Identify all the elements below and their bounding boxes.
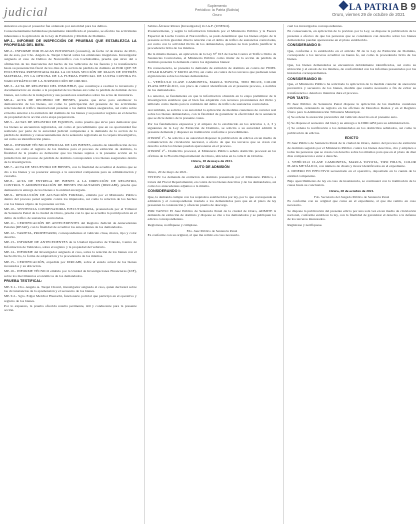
article-paragraph: Regístrese y notifíquese. [287, 222, 323, 227]
article-paragraph: Que, la demanda cumple con los requisitos establecidos por ley, por lo que corresponde su admisión y el correspondiente traslado a los demandados para que en el plazo de ley presenten la contestación y ofrezcan prueba de descargo. [147, 194, 277, 208]
article-paragraph: Oruro, 20 de mayo de 2021. [147, 170, 188, 174]
article-paragraph: En consecuencia, se presenta la demanda de extinción de dominio en contra de: FIDEL CESAR RAFAEL Y MOTO AUTO, así como en contra de los terceros que pudiesen tener algún interés sobre los bienes demandados. [147, 65, 277, 79]
article-paragraph: Lo anterior, se fundamenta en que la información obtenida en la etapa preliminar de la investigación establece que el bien fue adquirido con recursos provenientes del ilícito y utilizado como medio para la comisión del delito de tráfico de sustancias controladas. [147, 93, 277, 107]
article-paragraph: Es conforme con su original que cursa en el expediente, al que me remito en caso necesario. [287, 199, 416, 208]
article-paragraph: c) Se ordena la notificación a los demandados en los domicilios señalados, así como la publicación de edictos. [287, 126, 416, 135]
article-paragraph: Que, conforme a lo establecido en el artículo 30 de la Ley de Extinción de Dominio, corresponde a los terceros acreditar su buena fe, así como la procedencia lícita de los bienes. [287, 48, 416, 62]
article-paragraph: MP-9.- RESOLUCIÓN DE ACUSACIÓN FORMAL, emitida por el Ministerio Público dentro del proceso penal seguido contra los imputados, así como la relación de los hechos con los bienes objeto de la presente acción. [4, 193, 137, 206]
page-header [0, 0, 420, 22]
article-paragraph: siniestros en que el poseedor fue ordenado por autoridad para los delitos. [4, 24, 108, 28]
header-center-line: Periódico: la Patria (Bolivia) [194, 8, 240, 13]
article-paragraph: 1. VEHÍCULO CLASE CAMIONETA, MARCA TOYOTA, TIPO HILUX, COLOR PLATA METÁLICO, con número de chasis y motor identificados en el expediente. [287, 159, 416, 168]
article-paragraph: OTROSÍ 2°.- Domicilio procesal, el Ministerio Público señala domicilio procesal en las oficinas de la Fiscalía Departamental de Oruro, ubicadas en la calle 6 de Octubre. [147, 149, 277, 158]
article-paragraph: Fdo. Juez Público de Sentencia Penal [186, 228, 238, 233]
article-paragraph: EDICTO [344, 136, 359, 140]
article-paragraph: AUTO DE ADMISIÓN [194, 164, 230, 169]
article-paragraph: MP-2.- INFORME POR PLACAS POTOSINAS (consulta), de fecha 12 de marzo de 2021, sin de esto, por Cbo. Angelo A. Tarqui Chavel sobre las emisiones irregulares. Investigador asignado al caso de Delitos de Narcotráfico con Cochabamba, prueba que sirve del a afirmación de las mercancías del hecho de los vehículos de las fuerzas y la transferencia hasta su presentación fiscal de los días de la acción de pérdida de dominio en POR QUE SE ENCUENTRA PRESENTADA PARA LA OCTAVA SECCIÓN DE PAGOS DE INTERÉS MATERIAL, EN LA OFICINA DE LA FUERZA ESPECIAL DE LUCHA CONTRA EL NARCOTRÁFICO DE LA JURISDICCIÓN DE ORURO. [4, 48, 137, 83]
article-paragraph: MP-4.- ACTA DE RECIBIDO DE BIENES, prueba que sirve para establecer la demostración de los bienes, así como la participación del presente de las actividades relacionadas al tráfico internacional presente a los demás bienes asegurados, así como sobre el hecho anterior a la extinción del dominio de los bienes y su posterior registro en el derecho de propiedad de la acción en la etapa preparatoria. [4, 97, 137, 119]
article-paragraph: CONSIDERANDO I: [147, 189, 181, 194]
issue-date: Oruro, viernes 29 de octubre de 2021 [332, 12, 405, 17]
article-paragraph: El Juez Público de Sentencia Penal dispone la aplicación de las medidas cautelares solicitadas, ordenando su registro en las oficinas de Derechos Reales y en el Registro Único para la Administración Tributaria Municipal. [287, 101, 416, 114]
header-divider [4, 21, 416, 22]
article-paragraph: Por los fundamentos expuestos y al amparo de lo establecido en los artículos 1, 2, 3 y siguientes de la Ley de Extinción de Dominio, se solicita a su autoridad admitir la presente demanda y disponer su tramitación conforme a procedimiento. [147, 121, 277, 135]
article-paragraph: Bajo apercibimiento de ley en caso de inasistencia, se continuará con la tramitación de la causa hasta su conclusión. [287, 179, 416, 188]
article-paragraph: En consecuencia, en aplicación de lo previsto por la Ley, se dispone la publicación de la presente a efectos de que las personas que se consideren con derecho sobre los bienes demandados puedan apersonarse en el plazo establecido. [287, 29, 416, 42]
article-paragraph: MP-6.- INFORME TÉCNICO PERICIAL DE LOS BIENES, estudio de identificación de los bienes, así como el registro de los mismos para el proceso de extinción de dominio, la finalidad de la prueba es demostrar que los bienes sujetos a la presente acción en la jurisdicción del proceso de pérdida de dominio corresponden a los bienes asegurados dentro de la investigación. [4, 142, 137, 164]
article-paragraph: MP-5.- ACTAS DE REGISTRO DE EQUIPOS, como prueba que sirve para demostrar que los bienes se encuentran registrados, así como el procedimiento que en su oportunidad fue realizado por parte de la autoridad judicial competente a la demanda de la acción de la pérdida de dominio y consecuentemente de la sentencia registrada en la carpeta investigativa, así como su identificación plena. [4, 120, 137, 142]
article-paragraph: MP-8.- ACTA DE ENTREGA DE BIENES A LA DIRECCIÓN DE REGISTRO, CONTROL Y ADMINISTRACIÓN DE BIENES INCAUTADOS (DIRCABI), prueba que demuestra la entrega de los bienes a la entidad encargada. [4, 179, 137, 192]
article-paragraph: Se dispone la publicación del presente edicto por una sola vez en un medio de circulación nacional, conforme establece la ley, con la finalidad de garantizar el derecho a la defensa de los terceros interesados. [287, 208, 416, 222]
logo-mark-icon [339, 1, 349, 11]
article-paragraph: Que, los bienes demandados se encuentran debidamente identificados, así como su ubicación y el estado de los mismos, de conformidad con los informes presentados por las instancias correspondientes. [287, 62, 416, 76]
article-paragraph: MP-14.- INFORME del Investigador asignado al caso, sobre la relación de los bienes con el hecho ilícito, la forma de adquisición y la procedencia de los mismos. [4, 250, 137, 259]
article-paragraph: Posteriormente, y según la información brindada por el Ministerio Público y la Fuerza Especial de Lucha Contra el Narcotráfico, se pudo determinar que los bienes objeto de la presente acción guardan directa relación con el delito de tráfico de sustancias controladas, así como con la actividad ilícita de los demandados, quienes no han podido justificar la procedencia lícita de los mismos. [147, 29, 277, 51]
article-paragraph: Consecuentemente habiéndose plenamente identificado el presente, se efectúo las actividades inherentes a la aplicación de la Ley de Extinción y Pérdida de Dominio. [4, 29, 137, 38]
header-center-line: Suplemento [207, 4, 227, 8]
article-paragraph: MP-T-1.- Cbo. Angelo A. Tarqui Chavel, investigador asignado al caso, quien declarará sobre las circunstancias de la aprehensión y el secuestro de los bienes. [4, 284, 137, 293]
article-paragraph: 1.- VEHÍCULO CLASE CAMIONETA, MARCA TOYOTA, TIPO HILUX, COLOR PLATA METÁLICO, con placa de control identificada en el presente proceso, a nombre de los demandados. [147, 79, 277, 93]
article-paragraph: POR TANTO: El Juez Público de Sentencia Penal de la ciudad de Oruro, ADMITE la demanda de extinción de dominio y dispone se cite a los demandados y se publiquen los edictos correspondientes. [147, 208, 277, 222]
article-paragraph: Oruro, 28 de octubre de 2021. [329, 188, 375, 193]
article-paragraph: PRUEBA TESTIFICAL: [4, 279, 43, 284]
article-paragraph: VISTOS: La demanda de extinción de dominio presentada por el Ministerio Público, a través del Fiscal Departamental, en contra de los bienes descritos y de los demandados, así como los antecedentes adjuntos a la misma. [147, 175, 277, 188]
article-paragraph: MP-7.- ACTA DE SECUESTRO DE BIENES, con la finalidad de acreditar el destino que se dio a los bienes y su posterior entrega a la autoridad competente para su administración y custodia. [4, 165, 137, 178]
article-paragraph: MP-11.- CERTIFICACIÓN DE ANTECEDENTES del Registro Judicial de Antecedentes Penales (REJAP), con la finalidad de acreditar los antecedentes de los demandados. [4, 221, 137, 230]
article-paragraph: Oruro, 18 de mayo de 2021. [191, 159, 233, 164]
header-center-line: Oruro [212, 12, 222, 17]
article-paragraph: Es conforme con su original, al que me remito en caso necesario. [147, 233, 240, 238]
column-3 [283, 24, 416, 524]
article-paragraph: MP-16.- INFORME TÉCNICO emitido por la Unidad de Investigaciones Financieras (UIF), sobre los movimientos económicos de los demandados. [4, 269, 137, 278]
article-paragraph: CONSIDERANDO III: [287, 76, 323, 81]
article-paragraph: Sabino Álvarez Rivera (Investigador) O.J.A.F. (UNEXO). [147, 24, 231, 28]
article-paragraph: De la misma manera, en aplicación de la Ley N° 913 de Lucha Contra el Tráfico Ilícito de Sustancias Controladas, el Ministerio Público como titular de la acción de pérdida de dominio presenta la demanda contra los siguientes bienes: [147, 51, 277, 65]
article-paragraph: Fdo. Secretario del Juzgado Público de Sentencia Penal [314, 194, 390, 199]
article-paragraph: MP-1.- INFORME DE INSPECCIÓN DE PRUEBAS QUE ESTABLEZCA LA PROPIEDAD DEL BIEN. [4, 39, 137, 48]
column-1 [4, 24, 137, 524]
article-paragraph: Así también, se solicita a su autoridad la aplicación de medidas cautelares de carácter real sobre los bienes demandados, con la finalidad de garantizar la efectividad de la sentencia que se dicte dentro de la presente causa. [147, 107, 277, 121]
article-paragraph: MP-15.- CERTIFICACIÓN, expedida por DIRCABI, sobre el estado actual de los bienes incautados y su ubicación. [4, 259, 137, 268]
section-title: judicial [4, 4, 48, 20]
article-paragraph: OTROSÍ 1°.- Se solicita a su autoridad disponer la publicación de edictos en un medio de comunicación de circulación nacional, a efecto de que los terceros que se crean con derecho sobre los bienes puedan apersonarse en el proceso. [147, 135, 277, 148]
article-paragraph: MP-10.- SENTENCIA CONDENATORIA EJECUTORIADA, pronunciada por el Tribunal de Sentencia Penal de la ciudad de Oruro, prueba con la que se acredita la participación en el delito de tráfico de sustancias controladas. [4, 207, 137, 220]
article-paragraph: b) Se dispone el secuestro del bien y su entrega a la DIRCABI para su administración. [287, 120, 410, 125]
article-paragraph: MP-13.- INFORME DE ANTECEDENTES de la Unidad Operativa de Tránsito, Centro de Información de Vehículos, sobre el registro y la propiedad del vehículo. [4, 240, 137, 249]
article-paragraph: 2. DINERO EN EFECTIVO secuestrado en el operativo, depositado en la cuenta de la entidad competente. [287, 169, 416, 178]
page-number: B 9 [400, 2, 416, 13]
article-paragraph: MP-3.- ACTA DE REGISTRO DEL INMUEBLE, que constituye a realizar lo inventario y documentación: en cuanto a la propiedad de los bienes así como la pérdida de dominio de los bienes, así como de la indagación y sus posteriores resultados sobre las actas de inventario. [4, 84, 137, 97]
article-paragraph: a) Se ordena la anotación preventiva del vehículo descrito en el presente auto. [287, 115, 398, 120]
article-paragraph: Que, el Ministerio Público ha solicitado la aplicación de la medida cautelar de anotación preventiva y secuestro de los bienes, medida que resulta necesaria a fin de evitar su transferencia o deterioro mientras dure el proceso. [287, 82, 416, 95]
article-paragraph: Regístrese, notifíquese y cúmplase. [147, 222, 198, 227]
article-paragraph: El Juez Público de Sentencia Penal de la ciudad de Oruro, dentro del proceso de extinción de dominio seguido por el Ministerio Público contra los bienes descritos, cita y emplaza a todas las personas que se crean con derecho sobre los mismos para que en el plazo de diez días comparezcan a estar a derecho. [287, 141, 416, 159]
article-columns [4, 24, 416, 524]
article-paragraph: cual los investigados correspondientes. [287, 24, 343, 28]
article-paragraph: Por lo expuesto, la prueba ofrecida resulta pertinente, útil y conducente para la presente acción. [4, 303, 137, 313]
article-paragraph: MP-12.- TARJETA, PROPIETARIO, correspondientes al vehículo clase, marca, tipo y color descrito. [4, 230, 137, 239]
article-paragraph: POR TANTO: [287, 96, 310, 101]
column-2 [144, 24, 277, 524]
article-paragraph: MP-T-2.- Sgto. Edgar Melchor Huarachi, funcionario policial que participó en el operativo y registro de los bienes. [4, 294, 137, 303]
newspaper-logo: LA PATRIA [340, 2, 399, 12]
header-center-text [182, 4, 252, 17]
article-paragraph: CONSIDERANDO II: [287, 43, 322, 48]
